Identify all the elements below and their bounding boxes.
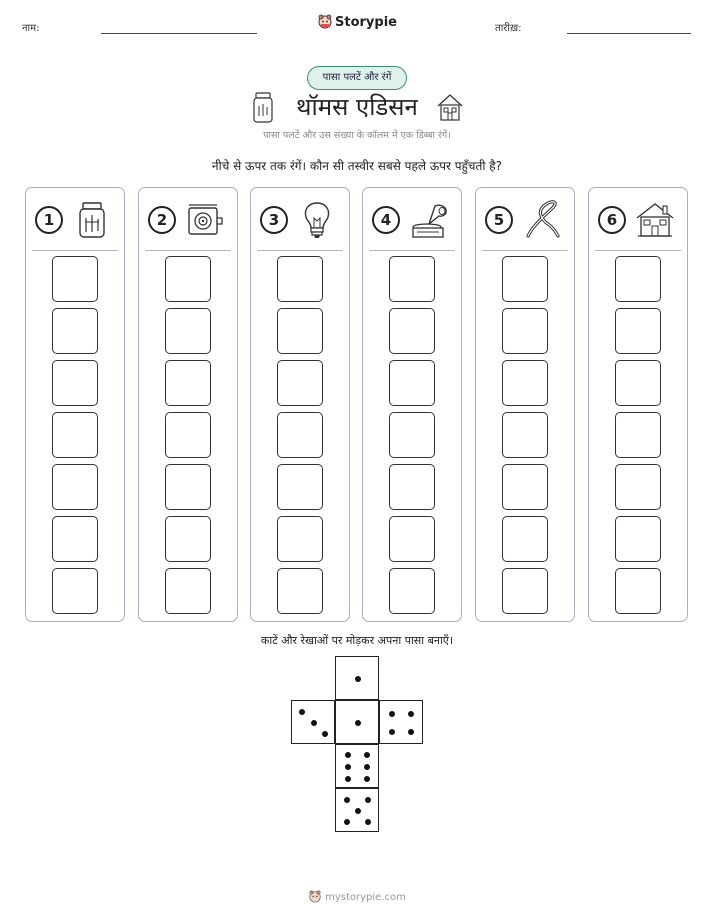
column-6	[588, 187, 688, 622]
house-icon	[635, 200, 675, 240]
color-box[interactable]	[502, 360, 548, 406]
color-box[interactable]	[389, 516, 435, 562]
column-number: 4	[372, 206, 400, 234]
color-box[interactable]	[165, 256, 211, 302]
color-box[interactable]	[502, 516, 548, 562]
pip	[355, 676, 361, 682]
page-title: थॉमस एडिसन	[296, 93, 418, 121]
footer	[0, 889, 714, 903]
filament-loop-icon	[522, 200, 562, 240]
pip	[389, 729, 395, 735]
color-box[interactable]	[277, 568, 323, 614]
color-box[interactable]	[389, 568, 435, 614]
column-2	[138, 187, 238, 622]
pip	[364, 776, 370, 782]
instruction: नीचे से ऊपर तक रंगें। कौन सी तस्वीर सबसे पहले ऊपर पहुँचती है?	[211, 159, 503, 173]
column-number: 6	[598, 206, 626, 234]
pip	[408, 711, 414, 717]
color-box[interactable]	[615, 568, 661, 614]
pip	[365, 819, 371, 825]
color-box[interactable]	[165, 464, 211, 510]
die-face-center	[335, 700, 379, 744]
column-number: 5	[485, 206, 513, 234]
pip	[299, 709, 305, 715]
column-5	[475, 187, 575, 622]
color-box[interactable]	[389, 412, 435, 458]
color-box[interactable]	[615, 516, 661, 562]
storypie-logo-icon	[317, 13, 333, 29]
color-box[interactable]	[277, 256, 323, 302]
column-3	[250, 187, 350, 622]
subtitle: पासा पलटें और उस संख्या के कॉलम में एक डिब्बा रंगें।	[263, 130, 451, 141]
color-box[interactable]	[52, 308, 98, 354]
dice-instruction: काटें और रेखाओं पर मोड़कर अपना पासा बनाएँ।	[260, 634, 454, 647]
color-box[interactable]	[615, 360, 661, 406]
color-box[interactable]	[502, 308, 548, 354]
divider	[32, 250, 118, 251]
name-field[interactable]	[101, 33, 257, 34]
color-box[interactable]	[165, 568, 211, 614]
color-box[interactable]	[277, 308, 323, 354]
footer-site[interactable]: mystorypie.com	[325, 892, 406, 903]
color-box[interactable]	[502, 568, 548, 614]
pip	[389, 711, 395, 717]
date-field[interactable]	[567, 33, 691, 34]
color-box[interactable]	[52, 412, 98, 458]
pip	[365, 797, 371, 803]
color-box[interactable]	[165, 412, 211, 458]
column-4	[362, 187, 462, 622]
color-box[interactable]	[389, 464, 435, 510]
pip	[322, 731, 328, 737]
color-box[interactable]	[277, 412, 323, 458]
jar-icon	[72, 200, 112, 240]
pip	[364, 752, 370, 758]
color-box[interactable]	[502, 256, 548, 302]
house-icon	[436, 92, 464, 122]
pip	[344, 819, 350, 825]
divider	[257, 250, 343, 251]
name-label: नाम:	[22, 23, 40, 34]
pip	[355, 720, 361, 726]
pip	[408, 729, 414, 735]
color-box[interactable]	[502, 464, 548, 510]
storypie-logo-icon	[308, 889, 322, 903]
pip	[345, 752, 351, 758]
color-box[interactable]	[165, 360, 211, 406]
die-face-right	[379, 700, 423, 744]
color-box[interactable]	[389, 360, 435, 406]
brand	[0, 13, 714, 30]
color-box[interactable]	[615, 256, 661, 302]
color-box[interactable]	[277, 360, 323, 406]
color-box[interactable]	[502, 412, 548, 458]
pip	[345, 776, 351, 782]
color-box[interactable]	[277, 464, 323, 510]
color-box[interactable]	[52, 568, 98, 614]
color-box[interactable]	[52, 256, 98, 302]
color-box[interactable]	[615, 308, 661, 354]
divider	[595, 250, 681, 251]
column-1	[25, 187, 125, 622]
color-box[interactable]	[52, 516, 98, 562]
color-box[interactable]	[52, 464, 98, 510]
color-box[interactable]	[277, 516, 323, 562]
pip	[355, 808, 361, 814]
color-box[interactable]	[52, 360, 98, 406]
divider	[145, 250, 231, 251]
pip	[311, 720, 317, 726]
gramophone-icon	[409, 200, 449, 240]
column-number: 1	[35, 206, 63, 234]
light-bulb-icon	[297, 200, 337, 240]
column-number: 2	[148, 206, 176, 234]
die-face-bottom	[335, 788, 379, 832]
pip	[345, 764, 351, 770]
brand-name: Storypie	[335, 15, 397, 30]
color-box[interactable]	[389, 308, 435, 354]
die-face-top	[335, 656, 379, 700]
pip	[344, 797, 350, 803]
color-box[interactable]	[165, 516, 211, 562]
divider	[369, 250, 455, 251]
phonograph-machine-icon	[185, 200, 225, 240]
activity-tag: पासा पलटें और रंगें	[307, 66, 407, 90]
color-box[interactable]	[165, 308, 211, 354]
color-box[interactable]	[615, 464, 661, 510]
date-label: तारीख़:	[495, 23, 522, 34]
die-face-lower	[335, 744, 379, 788]
die-face-left	[291, 700, 335, 744]
divider	[482, 250, 568, 251]
color-box[interactable]	[389, 256, 435, 302]
pip	[364, 764, 370, 770]
column-number: 3	[260, 206, 288, 234]
color-box[interactable]	[615, 412, 661, 458]
